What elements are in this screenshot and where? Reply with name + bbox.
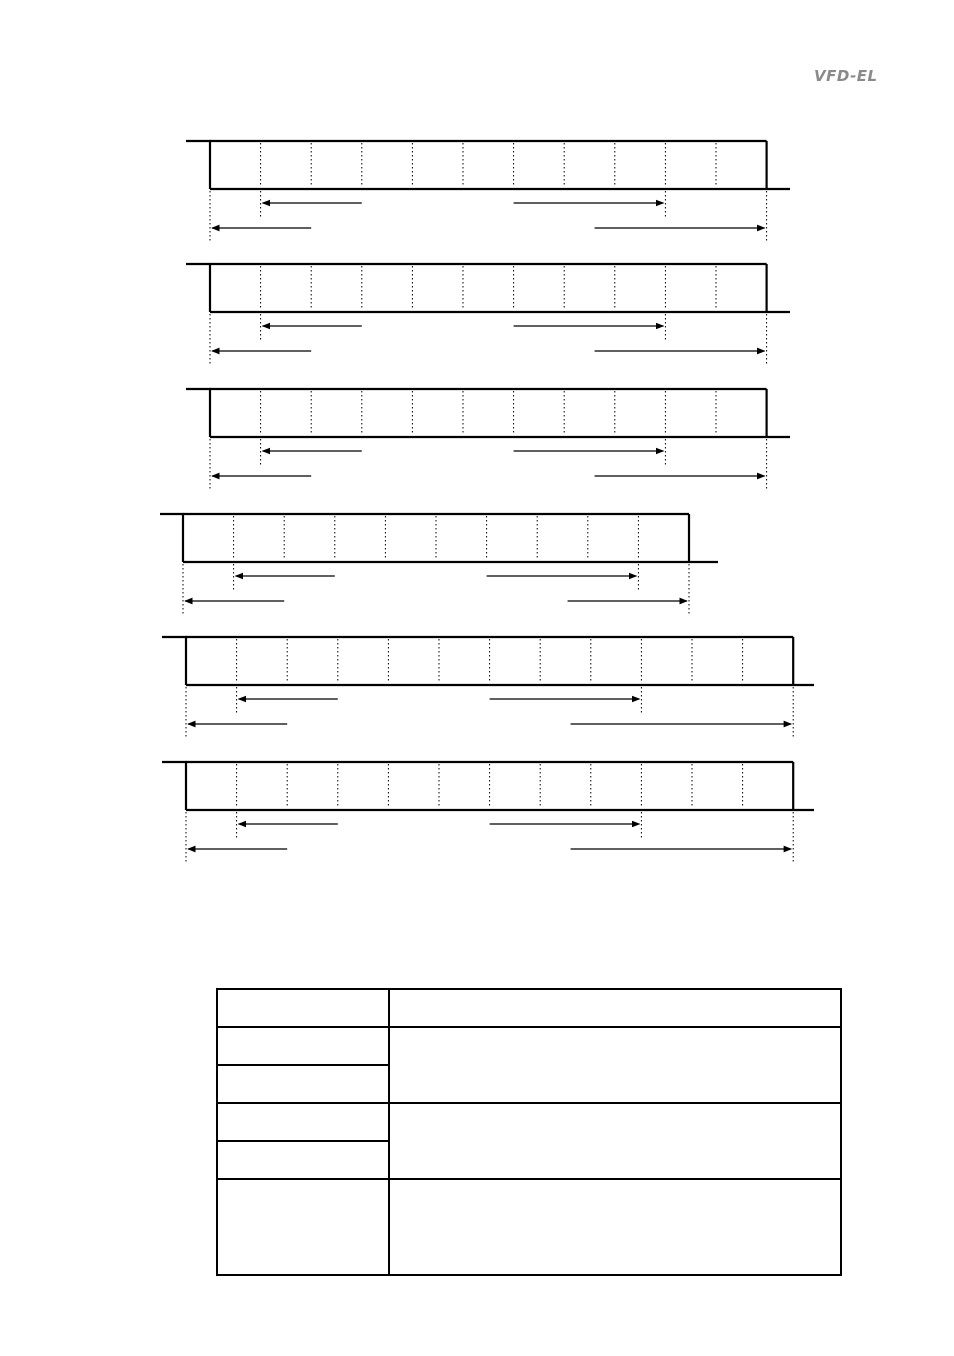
table-row [217,1027,841,1065]
table-cell [217,1141,389,1179]
frame-diagram [186,264,790,364]
frame-format-table [216,988,842,1276]
table-cell [389,1103,841,1179]
signal-leading-edge [162,762,186,810]
frame-diagram [162,762,814,862]
frame-diagram [160,514,718,614]
logo-text: VFD-EL [814,67,878,84]
table-row [217,1179,841,1275]
table-cell [389,1179,841,1275]
signal-leading-edge [186,141,210,189]
signal-leading-edge [186,264,210,312]
table-row [217,989,841,1027]
table-cell [217,989,389,1027]
signal-leading-edge [162,637,186,685]
table-cell [217,1103,389,1141]
table-cell [217,1027,389,1065]
frame-diagram [186,141,790,241]
signal-leading-edge [160,514,183,562]
table-cell [389,989,841,1027]
table-row [217,1103,841,1141]
table-cell [389,1027,841,1103]
frame-diagram [186,389,790,489]
table-cell [217,1179,389,1275]
frame-diagram [162,637,814,737]
signal-leading-edge [186,389,210,437]
table-cell [217,1065,389,1103]
